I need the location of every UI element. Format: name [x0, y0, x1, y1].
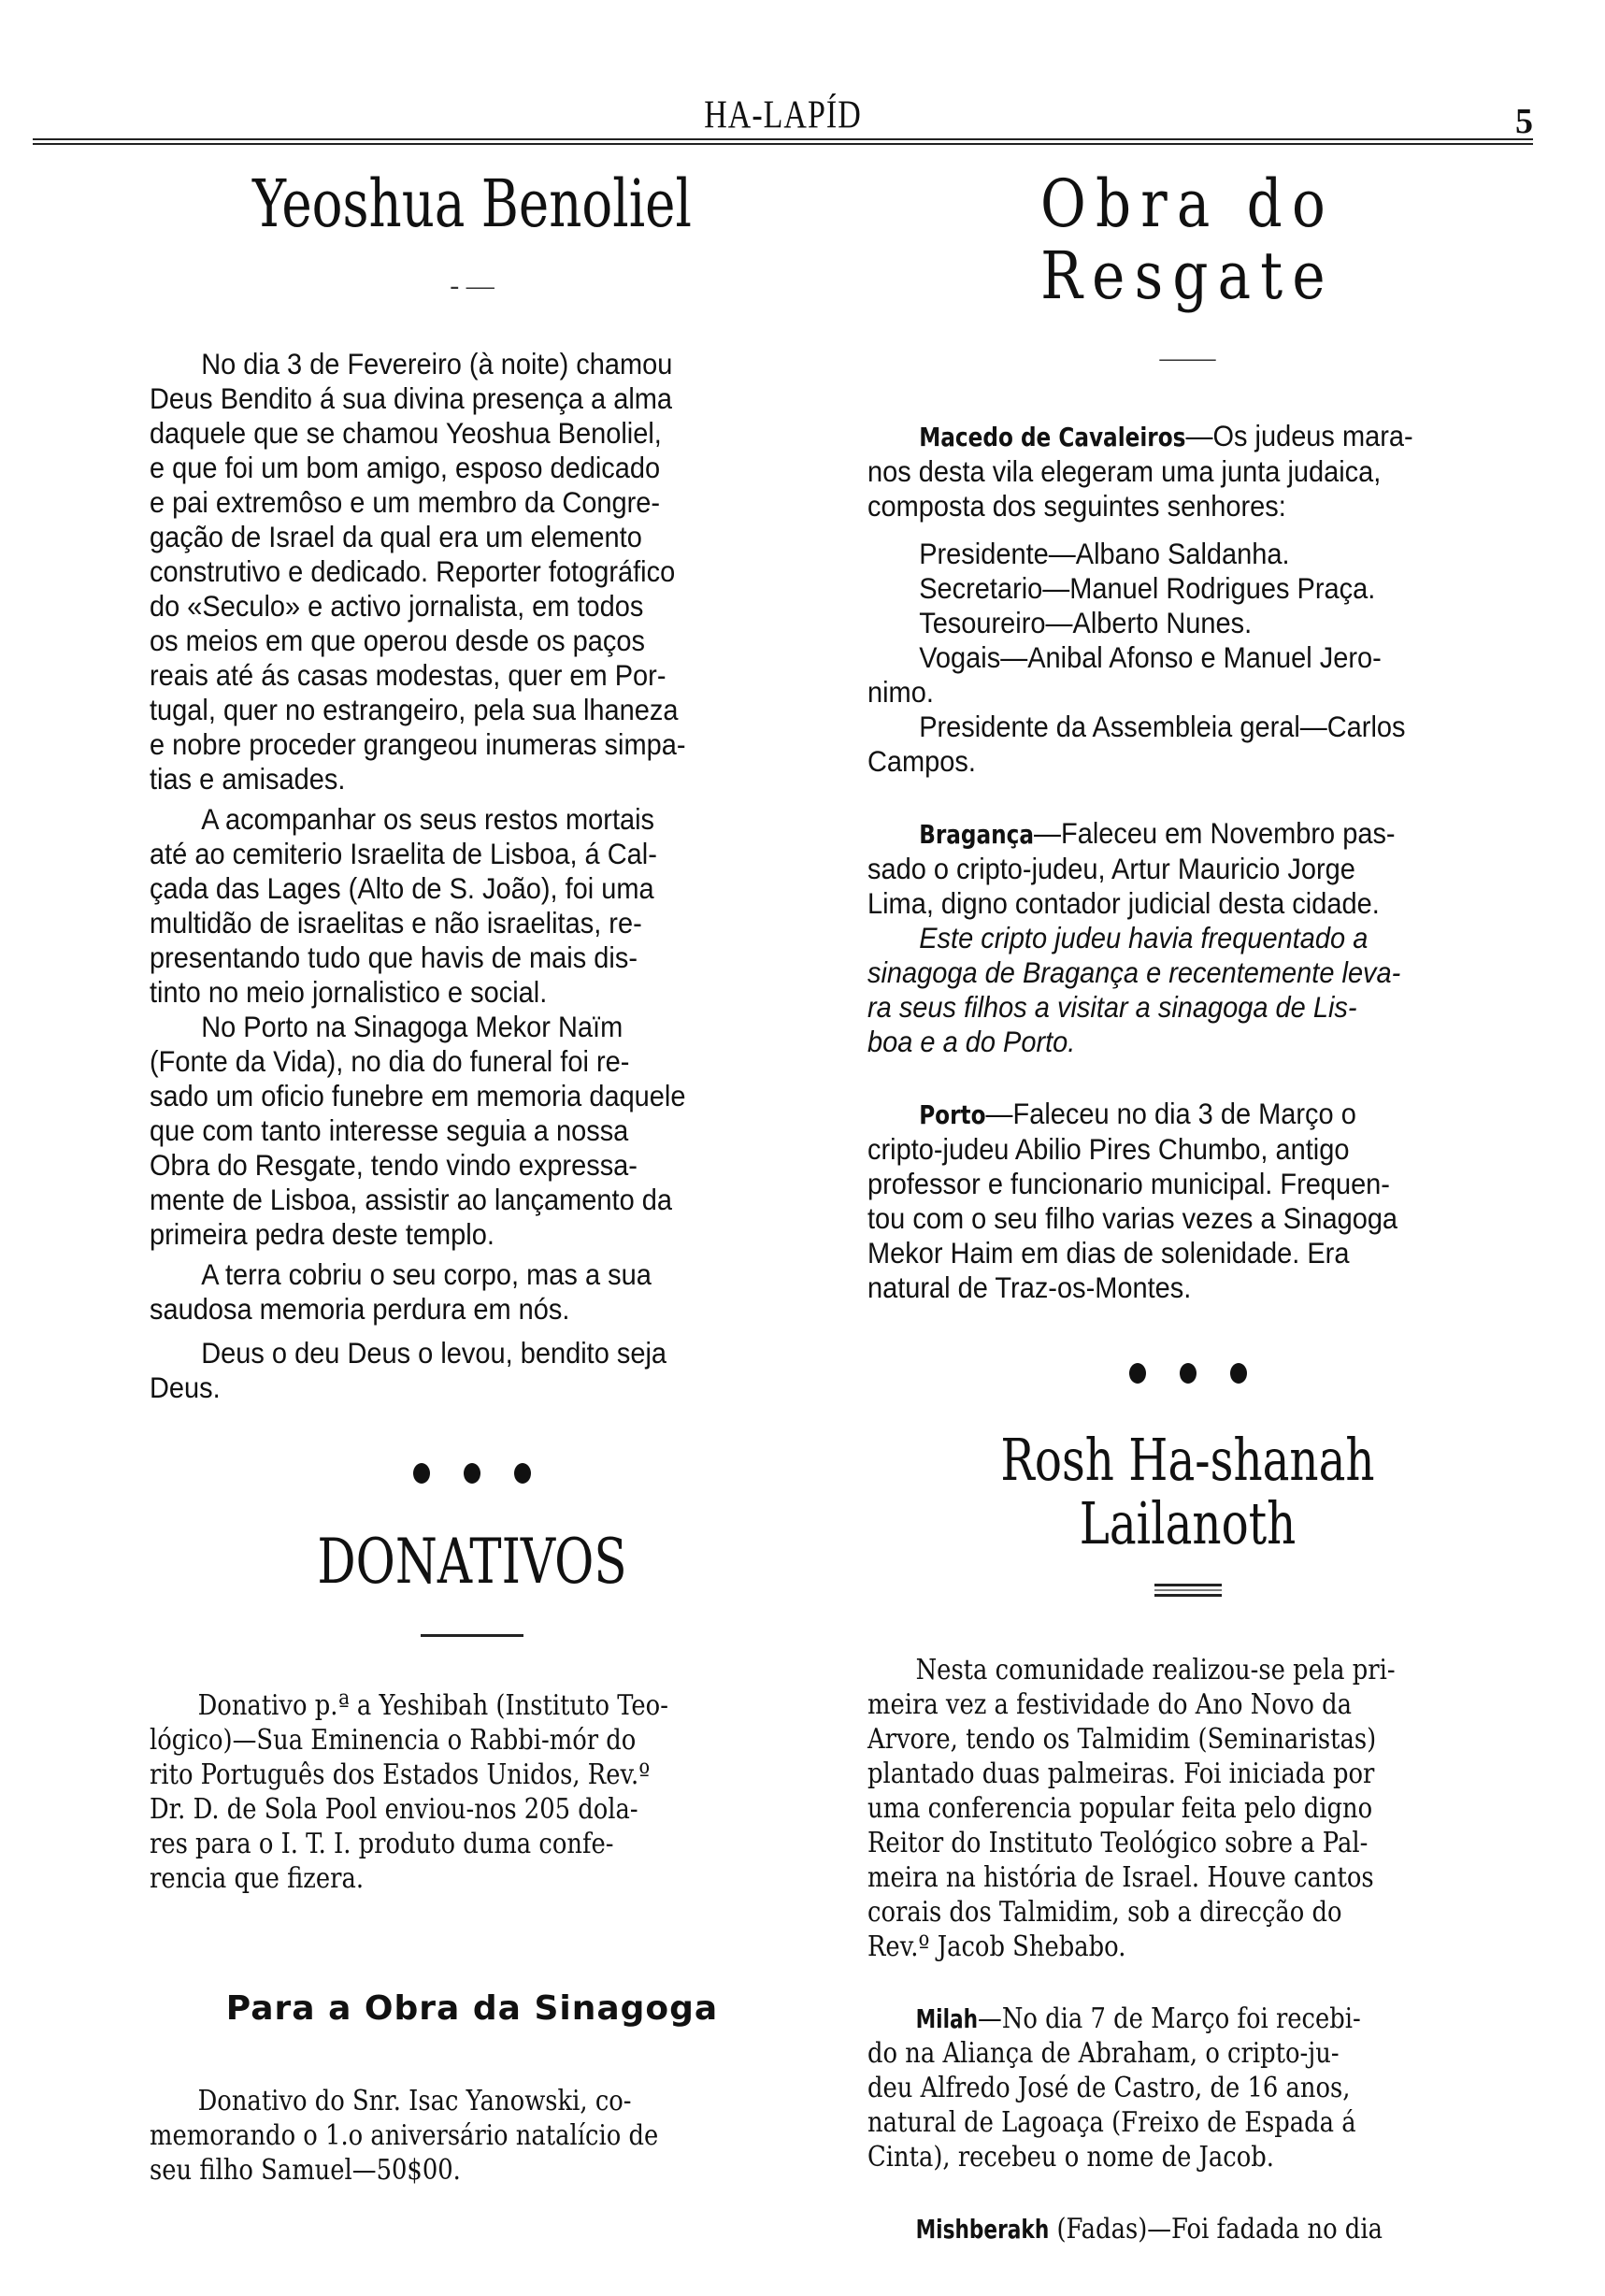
braganca-line: Lima, digno contador judicial desta cidade.: [867, 886, 1380, 920]
sinagoga-body: [150, 2084, 793, 2188]
donativos-line: Dr. D. de Sola Pool enviou-nos 205 dola-: [150, 1792, 638, 1826]
rosh-line: Reitor do Instituto Teológico sobre a Pal-: [867, 1827, 1369, 1860]
officer-entry: [867, 640, 1504, 675]
left-column: [150, 165, 795, 2188]
donativos-body: [150, 1688, 793, 1896]
obituary-line: çada das Lages (Alto de S. João), foi uma: [150, 871, 654, 905]
rosh-headline: [938, 1428, 1437, 1556]
donativos-line: res para o I. T. I. produto duma confe-: [150, 1827, 614, 1860]
porto-line: natural de Traz-os-Montes.: [867, 1270, 1192, 1304]
porto-lead: Porto: [919, 1099, 986, 1130]
sinagoga-line: seu filho Samuel—50$00.: [150, 2153, 461, 2187]
porto-line: —Faleceu no dia 3 de Março o: [985, 1097, 1356, 1130]
obituary-article: [150, 165, 795, 1405]
officer-role: Presidente da Assembleia geral—: [919, 710, 1327, 743]
obituary-line: do «Seculo» e activo jornalista, em todos: [150, 589, 644, 623]
braganca-second-line: sinagoga de Bragança e recentemente leva-: [867, 955, 1401, 989]
milah-line: Cinta), recebeu o nome de Jacob.: [867, 2141, 1274, 2174]
braganca-line: sado o cripto-judeu, Artur Mauricio Jorge: [867, 852, 1355, 885]
obituary-line: construtivo e dedicado. Reporter fotográfico: [150, 554, 676, 588]
milah-line: deu Alfredo José de Castro, de 16 anos,: [867, 2072, 1351, 2105]
officer-name: Alberto Nunes.: [1072, 606, 1253, 639]
obituary-line: os meios em que operou desde os paços: [150, 624, 646, 657]
obituary-line: primeira pedra deste templo.: [150, 1217, 494, 1251]
obituary-line: tugal, quer no estrangeiro, pela sua lhaneza: [150, 693, 679, 726]
obituary-line: e nobre proceder grangeou inumeras simpa-: [150, 727, 686, 761]
headline-ornament: [1154, 1584, 1222, 1597]
porto-paragraph: [867, 1097, 1504, 1305]
sinagoga-article: [150, 1989, 795, 2188]
mishberakh-lead: Mishberakh: [915, 2214, 1050, 2246]
officers-list: [867, 537, 1504, 779]
officer-name: Albano Saldanha.: [1075, 537, 1290, 570]
running-head: [33, 93, 1533, 150]
officer-name: Anibal Afonso e Manuel Jero-: [1027, 640, 1382, 674]
macedo-lead: Macedo de Cavaleiros: [919, 422, 1186, 452]
rosh-line: meira na história de Israel. Houve cantos: [867, 1861, 1374, 1895]
officer-name-continuation: Campos.: [867, 744, 976, 778]
section-divider-bullets: [150, 1461, 795, 1491]
sinagoga-paragraph: [150, 2084, 793, 2188]
mishberakh-paragraph: [867, 2212, 1506, 2246]
rosh-line: plantado duas palmeiras. Foi iniciada por: [867, 1758, 1375, 1791]
donativos-line: Donativo p.ª a Yeshibah (Instituto Teo-: [197, 1688, 668, 1722]
obituary-paragraph: [150, 802, 791, 1010]
porto-item: [867, 1097, 1504, 1305]
officer-entry: [867, 710, 1504, 744]
headline-ornament: - —: [450, 270, 494, 301]
rosh-headline-line1: Rosh Ha-shanah: [1000, 1426, 1375, 1494]
rosh-article: [867, 1428, 1508, 2246]
officer-entry: [867, 606, 1504, 640]
officer-role: Tesoureiro—: [919, 606, 1073, 639]
header-rule: [33, 138, 1533, 145]
officer-name-continuation: nimo.: [867, 675, 934, 709]
officer-role: Presidente—: [919, 537, 1076, 570]
rosh-line: Rev.º Jacob Shebabo.: [867, 1930, 1126, 1964]
obituary-line: Deus Bendito á sua divina presença a alma: [150, 381, 673, 415]
donativos-line: rencia que fizera.: [150, 1861, 365, 1895]
obituary-line: que com tanto interesse seguia a nossa: [150, 1113, 629, 1147]
macedo-paragraph: [867, 419, 1504, 524]
resgate-article: [867, 165, 1508, 1305]
obituary-line: (Fonte da Vida), no dia do funeral foi re-: [150, 1044, 630, 1078]
rosh-headline-line2: Lailanoth: [1079, 1489, 1297, 1558]
donativos-headline: DONATIVOS: [317, 1526, 627, 1598]
porto-line: tou com o seu filho varias vezes a Sinagoga: [867, 1201, 1398, 1235]
porto-line: Mekor Haim em dias de solenidade. Era: [867, 1236, 1350, 1270]
rosh-body: [867, 1653, 1506, 2246]
milah-lead: Milah: [915, 2003, 979, 2035]
obituary-paragraph: [150, 347, 791, 796]
braganca-line: —Faleceu em Novembro pas-: [1034, 816, 1396, 850]
obituary-line: Deus.: [150, 1370, 221, 1404]
obituary-line: A terra cobriu o seu corpo, mas a sua: [201, 1257, 652, 1291]
braganca-second-line: ra seus filhos a visitar a sinagoga de Lis-: [867, 990, 1357, 1024]
braganca-second-line: Este cripto judeu havia frequentado a: [919, 921, 1369, 954]
macedo-line: —Os judeus mara-: [1185, 419, 1413, 452]
right-column: [867, 165, 1508, 2246]
obituary-line: mente de Lisboa, assistir ao lançamento da: [150, 1183, 673, 1216]
obituary-line: No dia 3 de Fevereiro (à noite) chamou: [201, 347, 673, 380]
obituary-paragraph: [150, 1336, 791, 1405]
mishberakh-text: (Fadas)—Foi fadada no dia: [1049, 2213, 1383, 2246]
officer-role: Secretario—: [919, 571, 1070, 605]
headline-ornament: ——: [1159, 342, 1216, 373]
obituary-line: No Porto na Sinagoga Mekor Naïm: [201, 1010, 623, 1043]
sinagoga-line: Donativo do Snr. Isac Yanowski, co-: [197, 2084, 632, 2117]
macedo-line: nos desta vila elegeram uma junta judaica,: [867, 454, 1382, 488]
rosh-line: corais dos Talmidim, sob a direcção do: [867, 1896, 1342, 1930]
braganca-second-line: boa e a do Porto.: [867, 1025, 1076, 1058]
publication-title: HA-LAPÍD: [704, 93, 862, 137]
obituary-line: daquele que se chamou Yeoshua Benoliel,: [150, 416, 662, 450]
obituary-line: e que foi um bom amigo, esposo dedicado: [150, 451, 661, 484]
donativos-line: lógico)—Sua Eminencia o Rabbi-mór do: [150, 1723, 637, 1757]
obituary-paragraph: [150, 1257, 791, 1327]
obituary-line: A acompanhar os seus restos mortais: [201, 802, 655, 836]
donativos-line: rito Português dos Estados Unidos, Rev.º: [150, 1758, 651, 1791]
obituary-line: e pai extremôso e um membro da Congre-: [150, 485, 661, 519]
obituary-headline: Yeoshua Benoliel: [252, 165, 692, 242]
porto-line: cripto-judeu Abilio Pires Chumbo, antigo: [867, 1132, 1350, 1166]
officer-role: Vogais—: [919, 640, 1028, 674]
obituary-paragraph: [150, 1010, 791, 1252]
obituary-line: Deus o deu Deus o levou, bendito seja: [201, 1336, 667, 1370]
obituary-line: reais até ás casas modestas, quer em Por-: [150, 658, 666, 692]
braganca-lead: Bragança: [919, 819, 1035, 850]
braganca-item: [867, 816, 1504, 1059]
obituary-line: sado um oficio funebre em memoria daquele: [150, 1079, 686, 1112]
resgate-headline: Obra do Resgate: [1039, 165, 1336, 314]
rosh-line: meira vez a festividade do Ano Novo da: [867, 1688, 1353, 1722]
officer-name: Carlos: [1326, 710, 1406, 743]
obituary-line: Obra do Resgate, tendo vindo expressa-: [150, 1148, 638, 1182]
obituary-body: [150, 347, 791, 1405]
rosh-paragraph: [867, 1653, 1506, 1964]
macedo-item: [867, 419, 1504, 779]
obituary-line: saudosa memoria perdura em nós.: [150, 1292, 570, 1326]
page-number: 5: [1515, 102, 1533, 141]
obituary-line: presentando tudo que havis de mais dis-: [150, 940, 638, 974]
rosh-line: Arvore, tendo os Talmidim (Seminaristas): [867, 1723, 1377, 1757]
donativos-article: [150, 1528, 795, 1896]
porto-line: professor e funcionario municipal. Frequen-: [867, 1167, 1390, 1200]
milah-line: —No dia 7 de Março foi recebi-: [978, 2002, 1361, 2036]
headline-rule: [421, 1634, 523, 1637]
sinagoga-line: memorando o 1.o aniversário natalício de: [150, 2118, 659, 2152]
rosh-line: uma conferencia popular feita pelo digno: [867, 1792, 1373, 1826]
milah-paragraph: [867, 2002, 1506, 2174]
officer-entry: [867, 537, 1504, 571]
obituary-line: até ao cemiterio Israelita de Lisboa, á Cal-: [150, 837, 657, 870]
obituary-line: tinto no meio jornalistico e social.: [150, 975, 548, 1009]
donativos-paragraph: [150, 1688, 793, 1896]
sinagoga-headline: Para a Obra da Sinagoga: [225, 1988, 719, 2028]
braganca-paragraph-2: [867, 921, 1504, 1059]
obituary-line: multidão de israelitas e não israelitas, re-: [150, 906, 642, 940]
macedo-line: composta dos seguintes senhores:: [867, 489, 1286, 523]
officer-entry: [867, 571, 1504, 606]
section-divider-bullets: [867, 1361, 1508, 1391]
obituary-line: gação de Israel da qual era um elemento: [150, 520, 642, 553]
milah-line: do na Aliança de Abraham, o cripto-ju-: [867, 2037, 1340, 2071]
obituary-line: tias e amisades.: [150, 762, 346, 796]
officer-name: Manuel Rodrigues Praça.: [1069, 571, 1376, 605]
milah-line: natural de Lagoaça (Freixo de Espada á: [867, 2106, 1356, 2140]
rosh-line: Nesta comunidade realizou-se pela pri-: [915, 1654, 1396, 1687]
braganca-paragraph: [867, 816, 1504, 921]
